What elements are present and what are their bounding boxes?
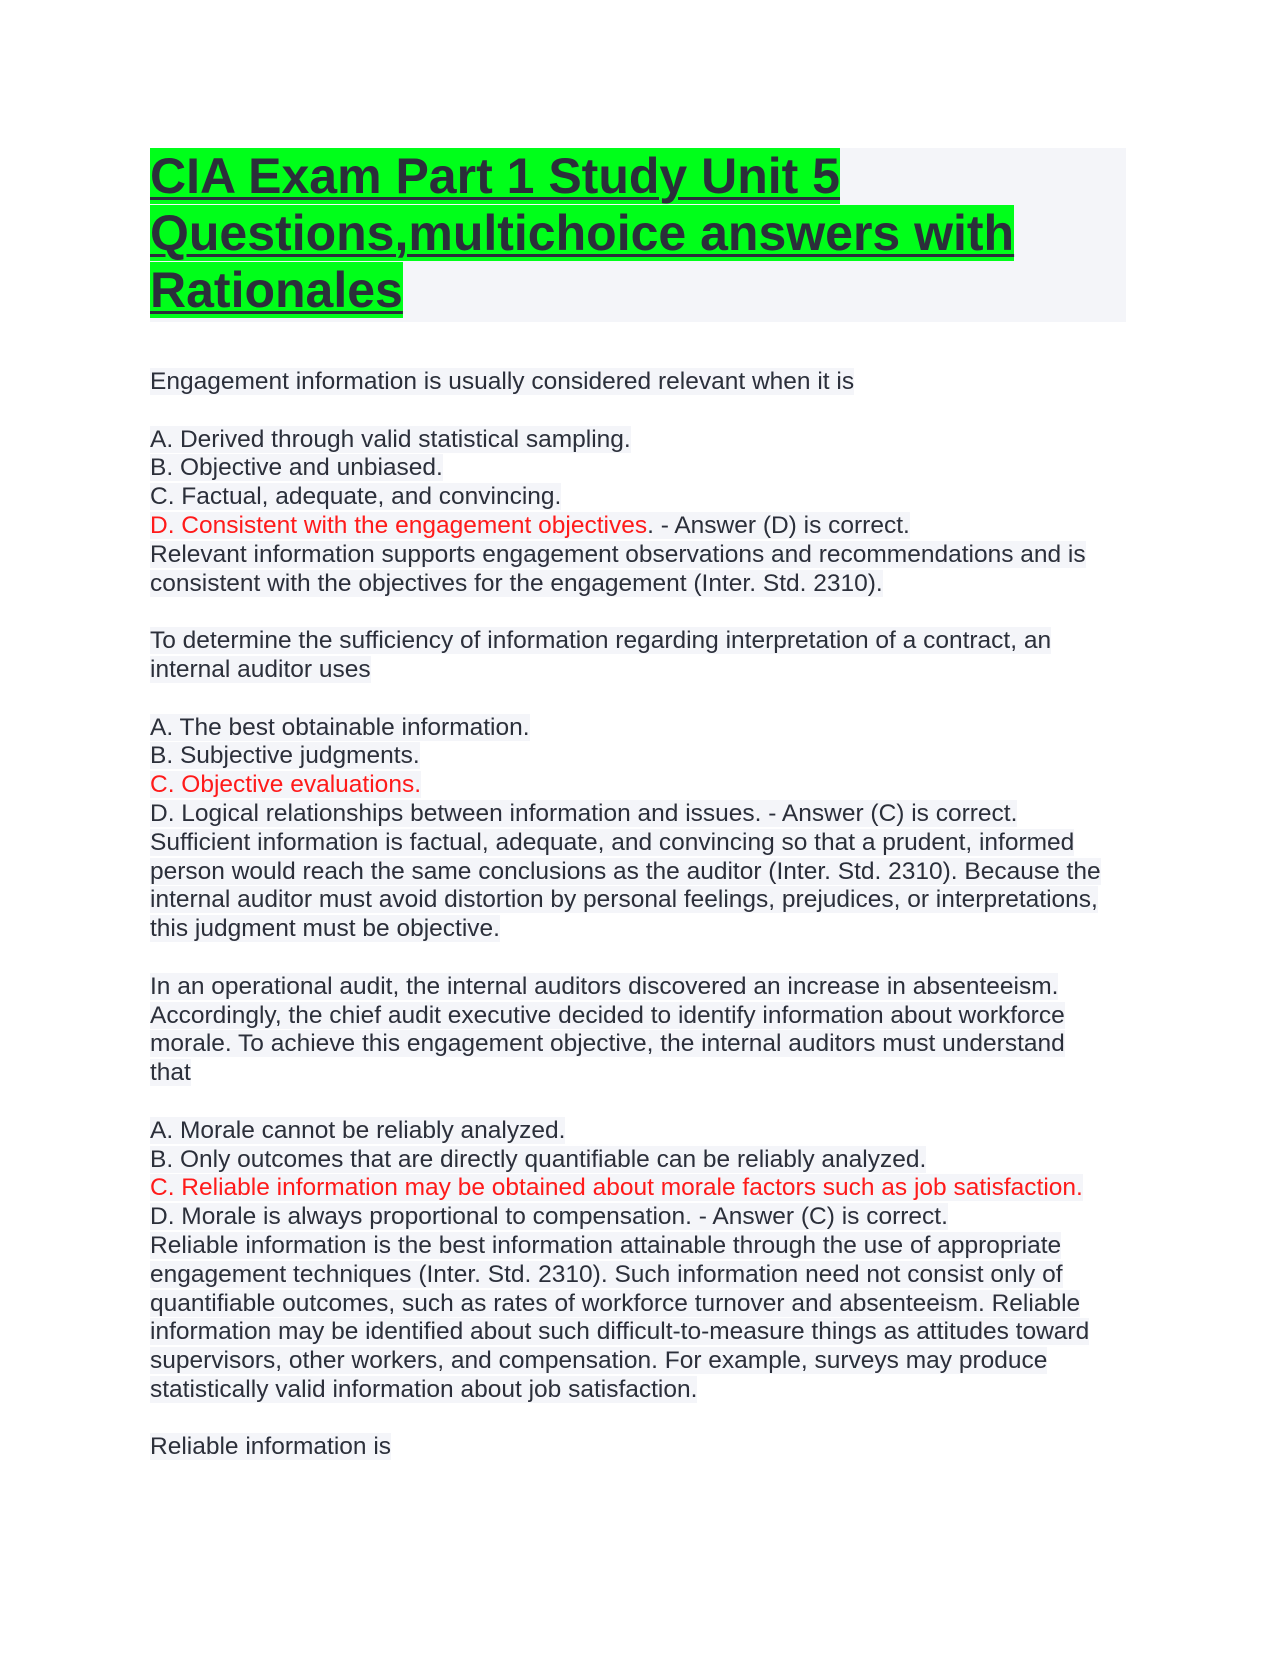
q1-option-b: B. Objective and unbiased. — [150, 454, 443, 482]
document-page — [150, 148, 1126, 1462]
q3-rationale-2: engagement techniques (Inter. Std. 2310). Such information need not consist only of — [150, 1260, 1063, 1288]
q3-question-2: Accordingly, the chief audit executive decided to identify information about workforce — [150, 1001, 1065, 1029]
q3-question-4: that — [150, 1059, 191, 1087]
title-block — [150, 148, 1126, 322]
document-body — [150, 368, 1126, 1462]
q2-rationale-2: person would reach the same conclusions as the auditor (Inter. Std. 2310). Because the — [150, 857, 1101, 885]
q1-option-a: A. Derived through valid statistical sampling. — [150, 425, 631, 453]
q1-answer: . - Answer (D) is correct. — [647, 511, 910, 539]
q1-option-c: C. Factual, adequate, and convincing. — [150, 483, 562, 511]
q2-option-b: B. Subjective judgments. — [150, 742, 420, 770]
q3-rationale-4: information may be identified about such difficult-to-measure things as attitudes toward — [150, 1318, 1090, 1346]
q1-question: Engagement information is usually considered relevant when it is — [150, 368, 855, 395]
title-line-2: Questions,multichoice answers with — [150, 205, 1015, 261]
q3-question-3: morale. To achieve this engagement objective, the internal auditors must understand — [150, 1030, 1065, 1058]
q1-rationale-1: Relevant information supports engagement observations and recommendations and is — [150, 540, 1086, 568]
q3-option-a: A. Morale cannot be reliably analyzed. — [150, 1116, 566, 1144]
q2-option-a: A. The best obtainable information. — [150, 713, 530, 741]
q3-rationale-3: quantifiable outcomes, such as rates of workforce turnover and absenteeism. Reliable — [150, 1289, 1081, 1317]
title-line-3: Rationales — [150, 262, 403, 318]
q2-correct-option: C. Objective evaluations. — [150, 771, 421, 799]
q3-option-b: B. Only outcomes that are directly quantifiable can be reliably analyzed. — [150, 1145, 927, 1173]
q2-option-c — [150, 771, 1126, 800]
q4-question: Reliable information is — [150, 1433, 392, 1461]
q1-rationale-2: consistent with the objectives for the engagement (Inter. Std. 2310). — [150, 569, 883, 597]
q2-question-2: internal auditor uses — [150, 655, 371, 683]
q3-rationale-5: supervisors, other workers, and compensation. For example, surveys may produce — [150, 1347, 1048, 1375]
q1-option-d — [150, 512, 1126, 541]
q1-correct-option: D. Consistent with the engagement objectives — [150, 511, 648, 539]
q3-rationale-1: Reliable information is the best information attainable through the use of appropriate — [150, 1231, 1062, 1259]
q3-rationale-6: statistically valid information about job satisfaction. — [150, 1375, 698, 1403]
q3-option-c — [150, 1174, 1126, 1203]
q2-option-d: D. Logical relationships between information and issues. - Answer (C) is correct. — [150, 799, 1018, 827]
q3-correct-option: C. Reliable information may be obtained about morale factors such as job satisfaction. — [150, 1174, 1083, 1202]
q2-question-1: To determine the sufficiency of information regarding interpretation of a contract, an — [150, 627, 1052, 655]
title-line-1: CIA Exam Part 1 Study Unit 5 — [150, 148, 840, 204]
q2-rationale-3: internal auditor must avoid distortion by personal feelings, prejudices, or interpretations, — [150, 886, 1098, 914]
q3-option-d: D. Morale is always proportional to compensation. - Answer (C) is correct. — [150, 1203, 948, 1231]
document-title — [150, 148, 1126, 319]
q2-rationale-1: Sufficient information is factual, adequate, and convincing so that a prudent, informed — [150, 828, 1075, 856]
q3-question-1: In an operational audit, the internal auditors discovered an increase in absenteeism. — [150, 972, 1059, 1000]
q2-rationale-4: this judgment must be objective. — [150, 915, 500, 943]
